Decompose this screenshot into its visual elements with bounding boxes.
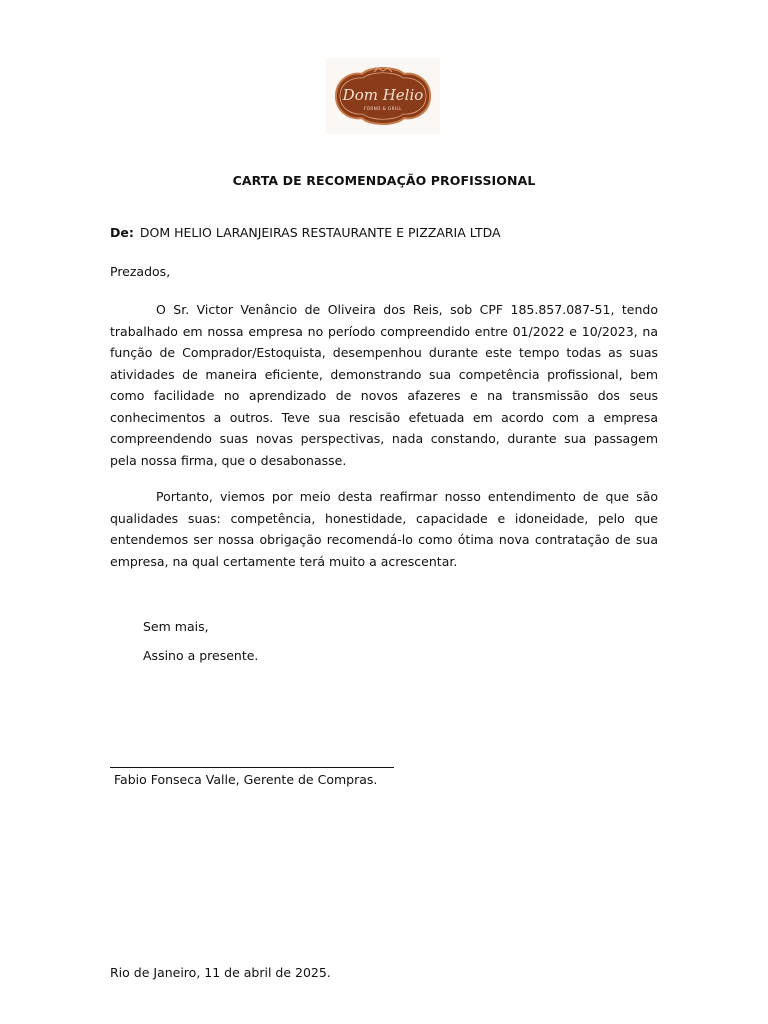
- logo-text: Dom Helio: [342, 86, 424, 104]
- body-paragraph-1: O Sr. Victor Venâncio de Oliveira dos Reis, sob CPF 185.857.087-51, tendo trabalhado em nossa empresa no período compreendido entre 01/2022 e 10/2023, na função de Comprador/Estoquista, desempenhou durante este tempo todas as suas atividades de maneira eficiente, demonstrando sua competência profissional, bem como facilidade no aprendizado de novos afazeres e na transmissão dos seus conhecimentos a outros. Teve sua rescisão efetuada em acordo com a empresa compreendendo suas novas perspectivas, nada constando, durante sua passagem pela nossa firma, que o desabonasse.: [110, 302, 658, 468]
- closing-line-2: Assino a presente.: [143, 648, 259, 663]
- sender-name: DOM HELIO LARANJEIRAS RESTAURANTE E PIZZARIA LTDA: [139, 225, 501, 240]
- signer-name: Fabio Fonseca Valle, Gerente de Compras.: [114, 772, 378, 787]
- letter-title: CARTA DE RECOMENDAÇÃO PROFISSIONAL: [232, 173, 536, 188]
- logo-tagline: FORNO & GRILL: [363, 106, 403, 111]
- sender-line: [110, 225, 501, 240]
- greeting: Prezados,: [110, 264, 171, 279]
- company-logo: [326, 58, 440, 134]
- closing-line-1: Sem mais,: [143, 619, 209, 634]
- signature-line: [110, 767, 394, 768]
- sender-label: De:: [110, 225, 134, 240]
- body-paragraph-2: Portanto, viemos por meio desta reafirmar nosso entendimento de que são qualidades suas: competência, honestidade, capacidade e idoneidade, pelo que entendemos ser nossa obrigação recomendá-lo como ótima nova contratação de sua empresa, na qual certamente terá muito a acrescentar.: [110, 489, 658, 569]
- place-and-date: Rio de Janeiro, 11 de abril de 2025.: [110, 965, 331, 980]
